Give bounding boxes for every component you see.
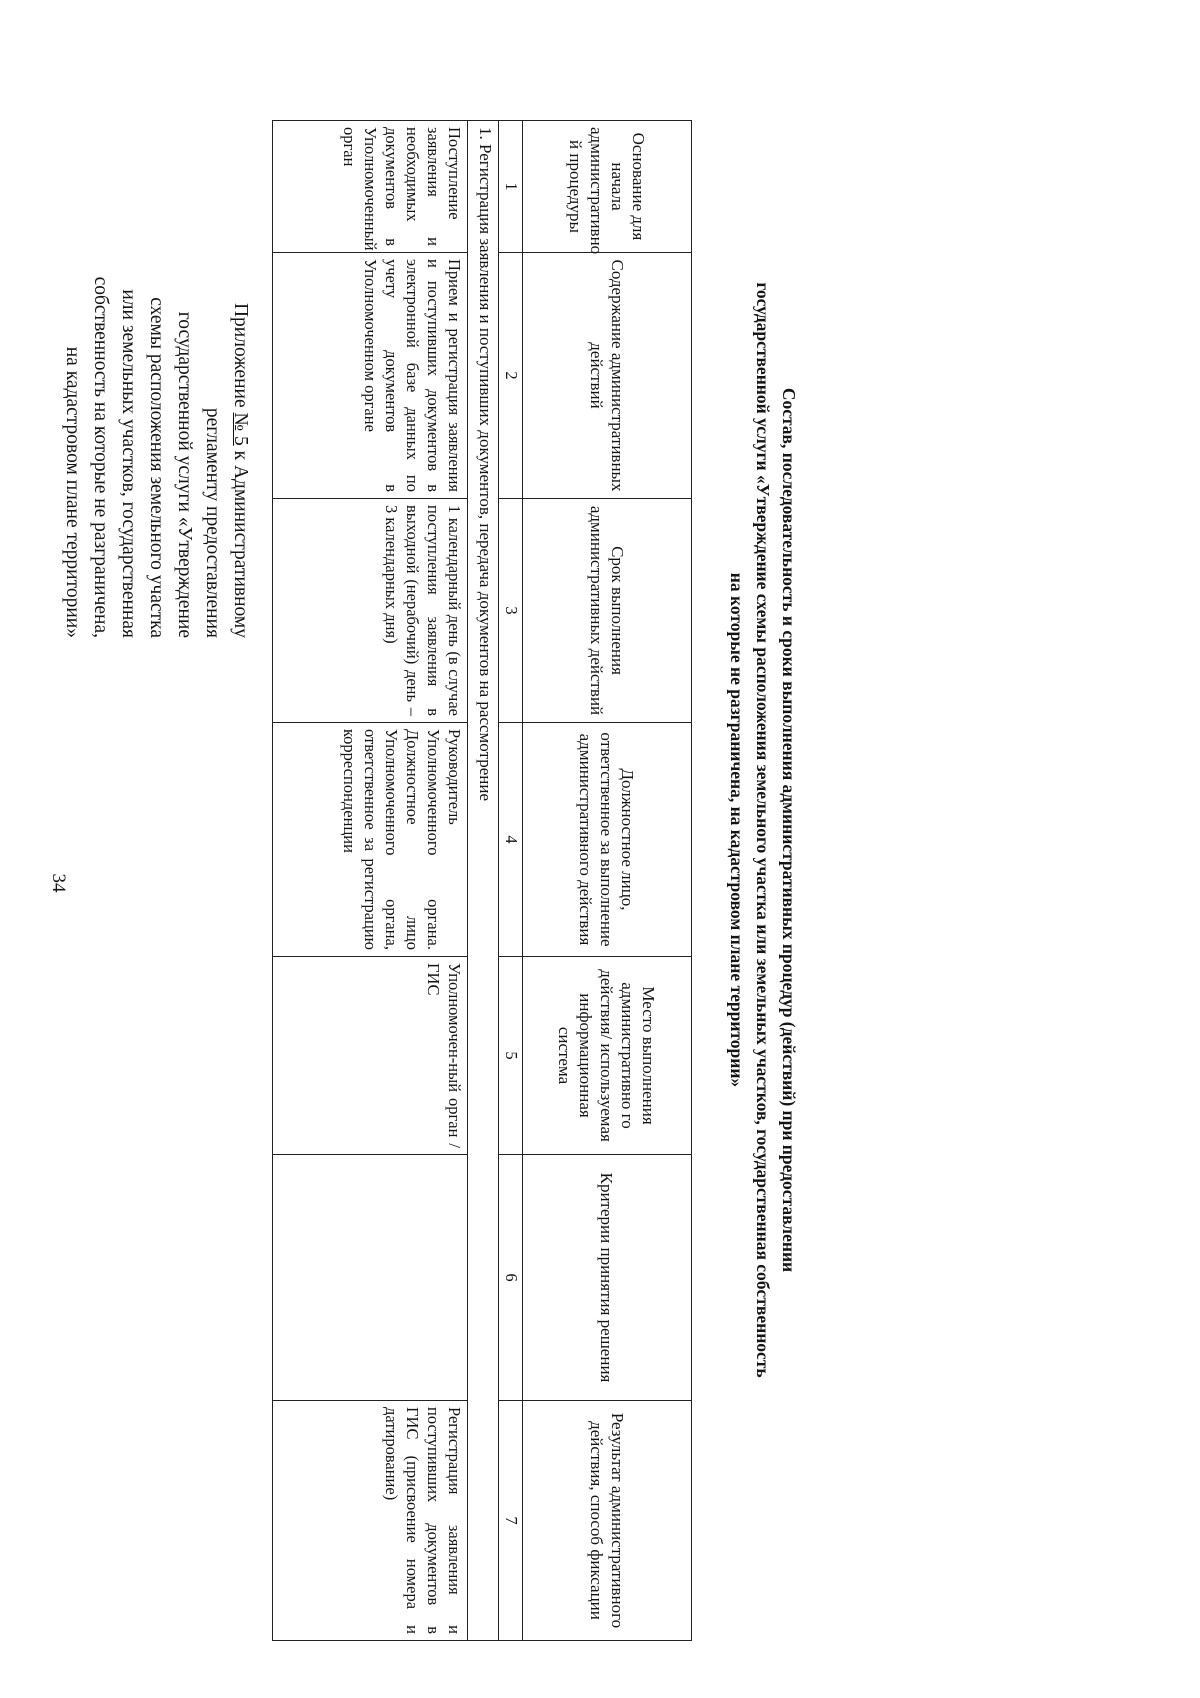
header-cell: Срок выполнения административных действий	[523, 499, 692, 723]
appendix-line: собственность на которые не разграничена,	[90, 276, 111, 638]
table-cell: Поступление заявления и необходимых документов в Уполномоченный орган	[273, 121, 468, 253]
appendix-line: регламенту предоставления	[202, 407, 223, 638]
column-number: 4	[499, 723, 523, 957]
title-line: на которые не разграничена, на кадастровом плане территории»	[727, 572, 747, 1088]
column-number: 6	[499, 1155, 523, 1401]
table-cell: Регистрация заявления и поступивших документов в ГИС (присвоение номера и датирование)	[273, 1401, 468, 1641]
appendix-number: № 5	[230, 412, 251, 446]
appendix-line: государственной услуги «Утверждение	[174, 311, 195, 638]
page-number: 34	[48, 873, 69, 893]
column-number: 3	[499, 499, 523, 723]
column-number-row	[499, 121, 523, 1641]
title-line: Состав, последовательность и сроки выполнения административных процедур (действий) при предоставлении	[779, 387, 799, 1273]
table-cell: 1 календарный день (в случае поступления заявления в выходной (нерабочий) день – 3 календарных дня)	[273, 499, 468, 723]
appendix-line: на кадастровом плане территории»	[62, 346, 83, 638]
column-number: 1	[499, 121, 523, 253]
table-header-row	[523, 121, 692, 1641]
appendix-line: схемы расположения земельного участка	[146, 297, 167, 638]
table-cell: Уполномочен-ный орган / ГИС	[273, 957, 468, 1155]
procedures-table	[272, 120, 692, 1641]
table-cell: Руководитель Уполномоченного органа. Должностное лицо Уполномоченного органа, ответственное за регистрацию корреспонденции	[273, 723, 468, 957]
table-cell: Прием и регистрация заявления и поступивших документов в электронной базе данных по учету документов в Уполномоченном органе	[273, 253, 468, 499]
header-cell: Место выполнения административно го действия/ используемая информационная система	[523, 957, 692, 1155]
column-number: 2	[499, 253, 523, 499]
header-cell: Основание для начала административно й процедуры	[523, 121, 692, 253]
appendix-lead: Приложение	[230, 302, 251, 413]
appendix-line	[226, 48, 254, 638]
column-number: 5	[499, 957, 523, 1155]
header-cell: Должностное лицо, ответственное за выполнение административного действия	[523, 723, 692, 957]
table-cell	[273, 1155, 468, 1401]
appendix-line: или земельных участков, государственная	[118, 289, 139, 638]
header-cell: Критерии принятия решения	[523, 1155, 692, 1401]
appendix-rest: к Административному	[230, 445, 251, 638]
header-cell: Результат административного действия, способ фиксации	[523, 1401, 692, 1641]
section-row	[468, 121, 499, 1641]
document-title	[724, 180, 802, 1480]
column-number: 7	[499, 1401, 523, 1641]
section-title: 1. Регистрация заявления и поступивших документов, передача документов на рассмотрение	[468, 121, 499, 1641]
table-row	[273, 121, 468, 1641]
appendix-note	[58, 48, 254, 638]
title-line: государственной услуги «Утверждение схемы расположения земельного участка или земельных участков, государственная собственность	[753, 282, 773, 1378]
header-cell: Содержание административных действий	[523, 253, 692, 499]
